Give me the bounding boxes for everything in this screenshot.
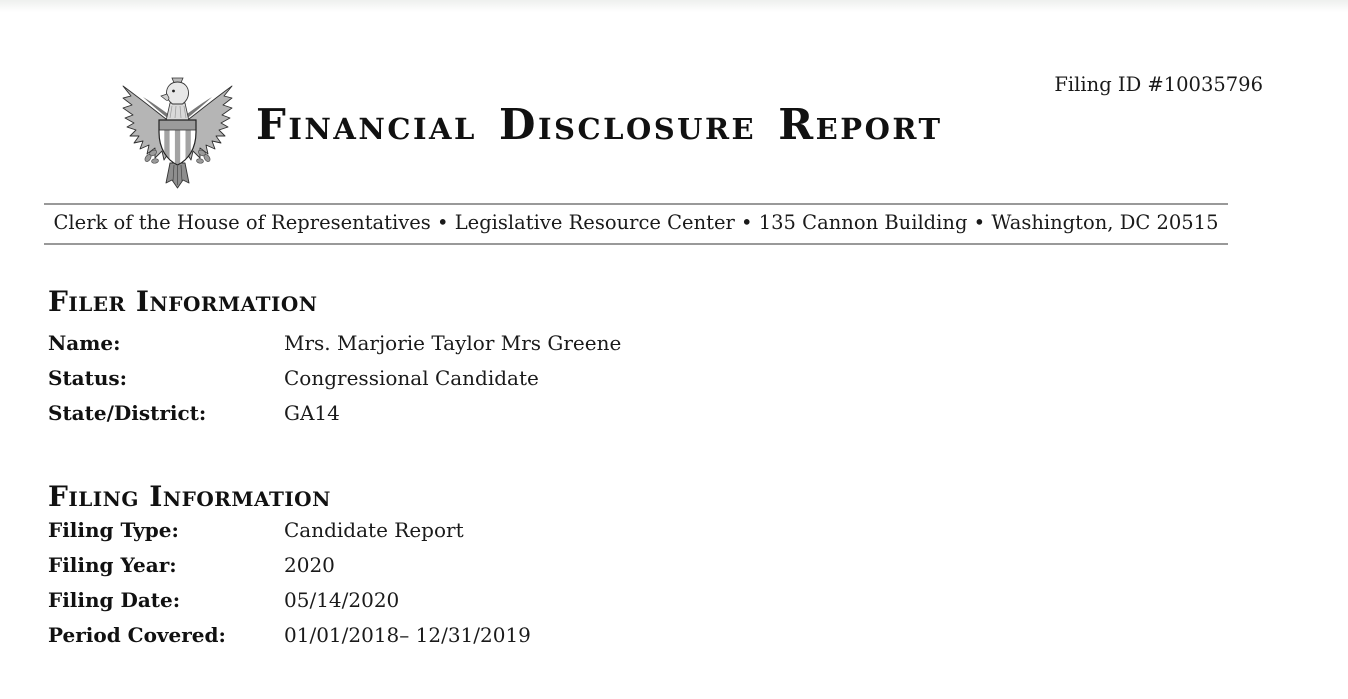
filer-state-district-row	[48, 400, 948, 426]
field-label-state-district: State/District:	[48, 401, 207, 425]
filing-type-row	[48, 517, 948, 543]
filer-name-row	[48, 330, 948, 356]
filing-date-row	[48, 587, 948, 613]
clerk-address-band	[44, 203, 1228, 245]
field-value-status: Congressional Candidate	[284, 366, 539, 390]
field-label-filing-type: Filing Type:	[48, 518, 179, 542]
field-label-name: Name:	[48, 331, 121, 355]
field-value-filing-date: 05/14/2020	[284, 588, 400, 612]
field-value-state-district: GA14	[284, 401, 340, 425]
top-shadow	[0, 0, 1348, 12]
filer-information-heading: Filer Information	[48, 285, 318, 318]
field-label-filing-date: Filing Date:	[48, 588, 181, 612]
field-value-period-covered: 01/01/2018– 12/31/2019	[284, 623, 531, 647]
filing-information-heading: Filing Information	[48, 480, 331, 513]
period-covered-row	[48, 622, 948, 648]
report-title: Financial Disclosure Report	[256, 100, 943, 149]
filing-year-row	[48, 552, 948, 578]
field-label-filing-year: Filing Year:	[48, 553, 177, 577]
clerk-address-line: Clerk of the House of Representatives • Legislative Resource Center • 135 Cannon Building • Washington, DC 20515	[53, 211, 1219, 234]
eagle-crest-icon	[115, 73, 240, 190]
field-label-status: Status:	[48, 366, 128, 390]
filer-status-row	[48, 365, 948, 391]
field-value-filing-year: 2020	[284, 553, 335, 577]
filing-id-text: Filing ID #10035796	[1054, 73, 1263, 96]
field-value-name: Mrs. Marjorie Taylor Mrs Greene	[284, 331, 622, 355]
field-value-filing-type: Candidate Report	[284, 518, 464, 542]
field-label-period-covered: Period Covered:	[48, 623, 226, 647]
